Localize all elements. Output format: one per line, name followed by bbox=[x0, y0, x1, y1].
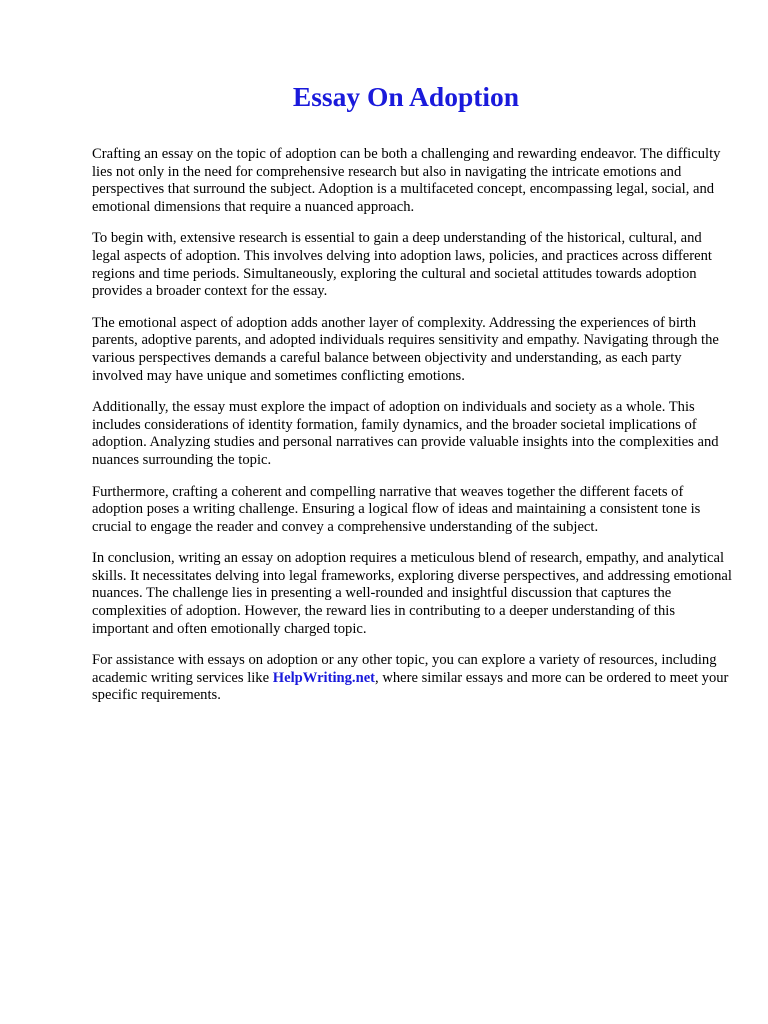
paragraph-1: Crafting an essay on the topic of adoption can be both a challenging and rewarding endeavor. The difficulty lies not only in the need for comprehensive research but also in navigating the intricate emotions and perspectives that surround the subject. Adoption is a multifaceted concept, encompassing legal, social, and emotional dimensions that require a nuanced approach. bbox=[92, 146, 721, 215]
paragraph-3: The emotional aspect of adoption adds another layer of complexity. Addressing the experiences of birth parents, adoptive parents, and adopted individuals requires sensitivity and empathy. Navigating through the various perspectives demands a careful balance between objectivity and understanding, as each party involved may have unique and sometimes conflicting emotions. bbox=[92, 314, 719, 384]
document-body bbox=[92, 146, 732, 719]
closing-paragraph bbox=[92, 652, 732, 705]
closing-text-before-link: For assistance with essays on adoption or any other topic, you can explore a variety of resources, including academic writing services like bbox=[92, 652, 717, 686]
paragraph-4: Additionally, the essay must explore the impact of adoption on individuals and society as a whole. This includes considerations of identity formation, family dynamics, and the broader societal implications of adoption. Analyzing studies and personal narratives can provide valuable insights into the complexities and nuances surrounding the topic. bbox=[92, 399, 719, 468]
paragraph-5: Furthermore, crafting a coherent and compelling narrative that weaves together the different facets of adoption poses a writing challenge. Ensuring a logical flow of ideas and maintaining a consistent tone is crucial to engage the reader and convey a comprehensive understanding of the subject. bbox=[92, 483, 701, 535]
helpwriting-link[interactable]: HelpWriting.net bbox=[272, 669, 376, 686]
closing-text-after-link: , where similar essays and more can be ordered to meet your specific requirements. bbox=[92, 669, 729, 704]
paragraph-6: In conclusion, writing an essay on adoption requires a meticulous blend of research, empathy, and analytical skills. It necessitates delving into legal frameworks, exploring diverse perspectives, and addressing emotional nuances. The challenge lies in presenting a well-rounded and insightful discussion that captures the complexities of adoption. However, the reward lies in contributing to a deeper understanding of this important and often emotionally charged topic. bbox=[92, 550, 732, 637]
paragraph-2: To begin with, extensive research is essential to gain a deep understanding of the historical, cultural, and legal aspects of adoption. This involves delving into adoption laws, policies, and practices across different regions and time periods. Simultaneously, exploring the cultural and societal attitudes towards adoption provides a broader context for the essay. bbox=[92, 230, 712, 300]
document-title: Essay On Adoption bbox=[292, 81, 520, 112]
